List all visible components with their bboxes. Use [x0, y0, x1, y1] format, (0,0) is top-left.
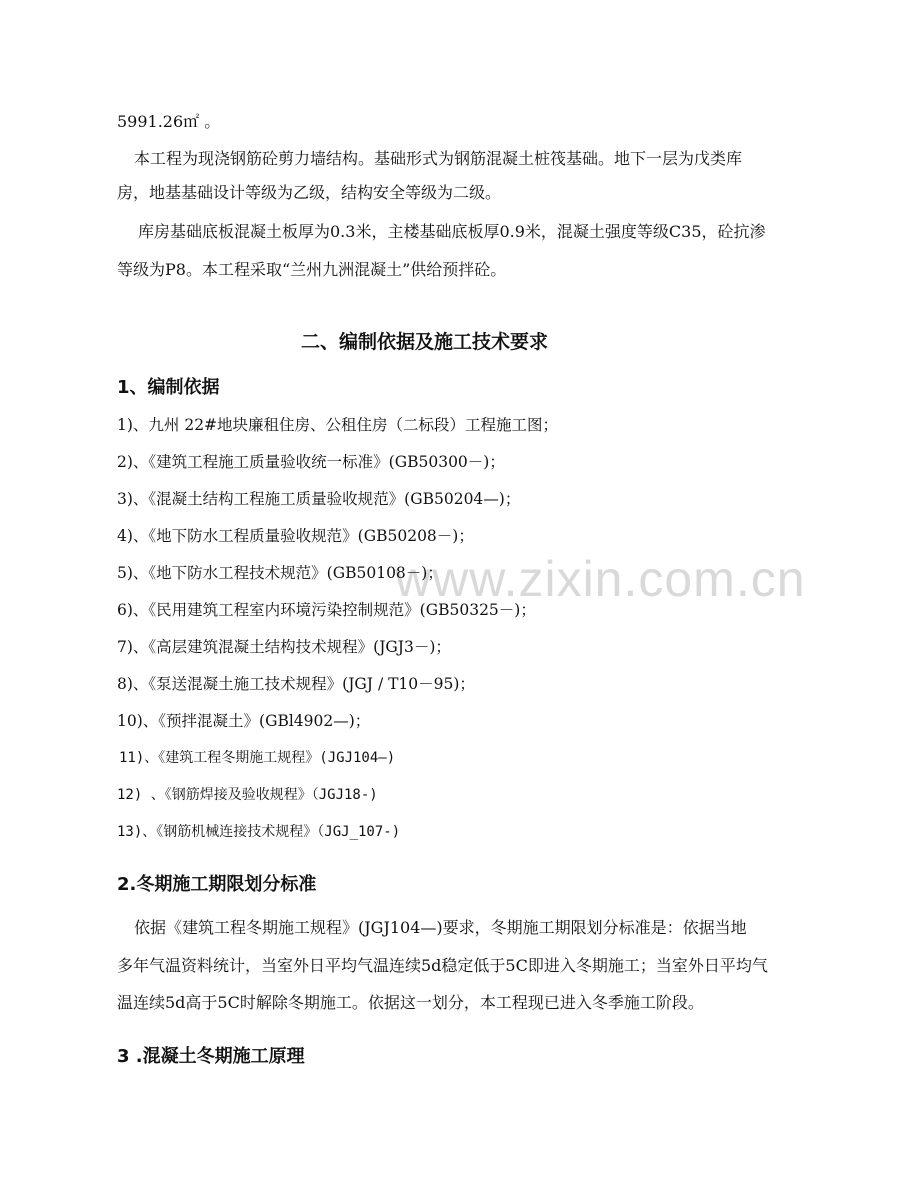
- basis-item: 2)、《建筑工程施工质量验收统一标准》(GB50300－)；: [117, 453, 505, 471]
- winter-criteria-line-1: 依据《建筑工程冬期施工规程》(JGJ104—)要求，冬期施工期限划分标准是：依据当地: [134, 918, 747, 937]
- watermark: www.zixin.com.cn: [395, 551, 806, 607]
- basis-item: 10)、《预拌混凝土》(GBl4902—)；: [117, 712, 371, 730]
- basis-item: 7)、《高层建筑混凝土结构技术规程》(JGJ3－)；: [117, 638, 451, 656]
- basis-item: 3)、《混凝土结构工程施工质量验收规范》(GB50204—)；: [117, 490, 521, 508]
- basis-item: 13)、《钢筋机械连接技术规程》（JGJ_107-): [117, 824, 401, 840]
- basis-item: 11)、《建筑工程冬期施工规程》(JGJ104—): [119, 750, 396, 766]
- winter-criteria-line-2: 多年气温资料统计，当室外日平均气温连续5d稳定低于5C即进入冬期施工；当室外日平均气: [117, 956, 768, 975]
- section-title: 二、编制依据及施工技术要求: [301, 331, 549, 353]
- winter-criteria-line-3: 温连续5d高于5C时解除冬期施工。依据这一划分，本工程现已进入冬季施工阶段。: [117, 993, 704, 1012]
- basis-item: 1)、九州 22#地块廉租住房、公租住房（二标段）工程施工图；: [117, 416, 559, 434]
- paragraph-slab-line-1: 库房基础底板混凝土板厚为0.3米，主楼基础底板厚0.9米，混凝土强度等级C35，砼抗渗: [138, 222, 766, 241]
- basis-item: 12) 、《钢筋焊接及验收规程》（JGJ18-): [117, 787, 378, 803]
- basis-item: 5)、《地下防水工程技术规范》(GB50108－)；: [117, 564, 443, 582]
- area-line: 5991.26㎡ 。: [117, 112, 221, 131]
- paragraph-slab-line-2: 等级为P8。本工程采取“兰州九洲混凝土”供给预拌砼。: [117, 260, 507, 279]
- basis-item: 6)、《民用建筑工程室内环境污染控制规范》(GB50325－)；: [117, 601, 536, 619]
- basis-item: 4)、《地下防水工程质量验收规范》(GB50208－)；: [117, 527, 474, 545]
- basis-item: 8)、《泵送混凝土施工技术规程》(JGJ / T10－95)；: [117, 675, 475, 693]
- subsection-2-title: 2.冬期施工期限划分标准: [117, 874, 317, 895]
- subsection-3-title: 3 .混凝土冬期施工原理: [117, 1046, 305, 1067]
- paragraph-structure-line-1: 本工程为现浇钢筋砼剪力墙结构。基础形式为钢筋混凝土桩筏基础。地下一层为戊类库: [134, 149, 743, 168]
- subsection-1-title: 1、编制依据: [117, 377, 220, 398]
- paragraph-structure-line-2: 房，地基基础设计等级为乙级，结构安全等级为二级。: [117, 183, 502, 202]
